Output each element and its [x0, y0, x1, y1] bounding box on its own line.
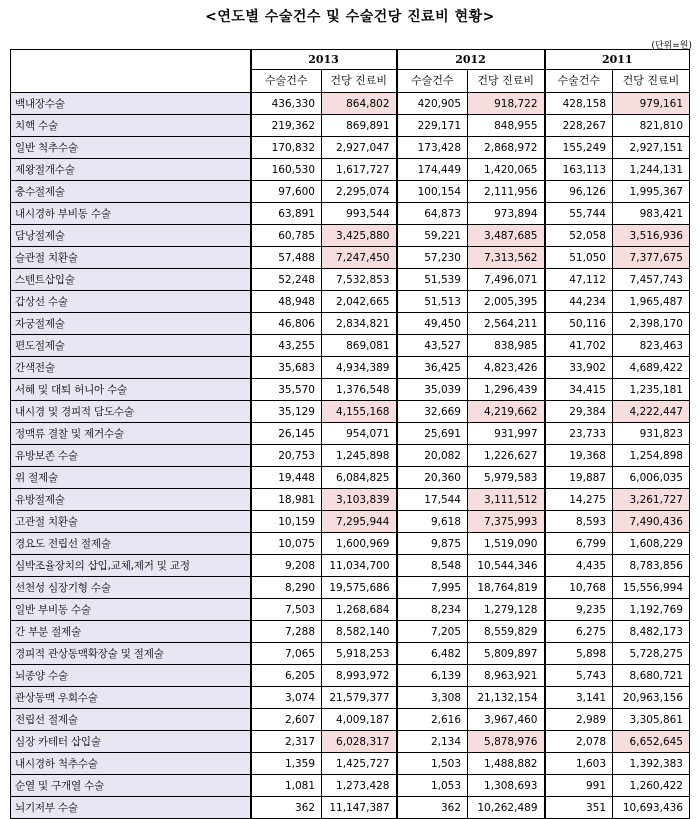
surgery-count-2011: 3,141 — [545, 687, 613, 709]
surgery-count-2012: 9,875 — [397, 533, 468, 555]
cost-per-case-2011: 2,398,170 — [613, 313, 690, 335]
surgery-count-2011: 8,593 — [545, 511, 613, 533]
surgery-count-2011: 51,050 — [545, 247, 613, 269]
cost-per-case-2012: 3,487,685 — [468, 225, 545, 247]
cost-per-case-2011: 7,377,675 — [613, 247, 690, 269]
surgery-name: 뇌종양 수술 — [11, 665, 251, 687]
surgery-name: 순열 및 구개열 수술 — [11, 775, 251, 797]
surgery-count-2012: 6,482 — [397, 643, 468, 665]
surgery-count-2012: 51,513 — [397, 291, 468, 313]
surgery-name: 간 부분 절제술 — [11, 621, 251, 643]
cost-per-case-2011: 1,254,898 — [613, 445, 690, 467]
cost-per-case-2012: 1,296,439 — [468, 379, 545, 401]
cost-per-case-2013: 1,245,898 — [322, 445, 397, 467]
surgery-name-header — [11, 50, 251, 93]
cost-header-2013: 건당 진료비 — [322, 70, 397, 93]
surgery-count-2012: 1,053 — [397, 775, 468, 797]
cost-per-case-2011: 20,963,156 — [613, 687, 690, 709]
cost-per-case-2012: 1,308,693 — [468, 775, 545, 797]
surgery-count-2013: 60,785 — [251, 225, 322, 247]
surgery-count-2013: 7,288 — [251, 621, 322, 643]
table-body — [11, 93, 690, 819]
cost-per-case-2013: 869,891 — [322, 115, 397, 137]
table-row — [11, 555, 690, 577]
surgery-count-2012: 20,082 — [397, 445, 468, 467]
surgery-count-2011: 991 — [545, 775, 613, 797]
cost-per-case-2013: 869,081 — [322, 335, 397, 357]
cost-per-case-2013: 7,295,944 — [322, 511, 397, 533]
surgery-name: 유방절제술 — [11, 489, 251, 511]
cost-per-case-2013: 11,034,700 — [322, 555, 397, 577]
cost-per-case-2013: 1,268,684 — [322, 599, 397, 621]
surgery-count-2013: 35,683 — [251, 357, 322, 379]
surgery-name: 경피적 관상동맥확장술 및 절제술 — [11, 643, 251, 665]
surgery-count-2012: 173,428 — [397, 137, 468, 159]
cost-per-case-2013: 864,802 — [322, 93, 397, 115]
surgery-count-2013: 7,503 — [251, 599, 322, 621]
surgery-count-2011: 19,887 — [545, 467, 613, 489]
table-row — [11, 137, 690, 159]
surgery-count-2013: 160,530 — [251, 159, 322, 181]
year-header-2013: 2013 — [251, 50, 397, 70]
surgery-count-2012: 57,230 — [397, 247, 468, 269]
surgery-count-2013: 48,948 — [251, 291, 322, 313]
surgery-count-2013: 46,806 — [251, 313, 322, 335]
surgery-count-2012: 174,449 — [397, 159, 468, 181]
cost-per-case-2013: 7,247,450 — [322, 247, 397, 269]
surgery-stats-table — [10, 49, 690, 819]
cost-per-case-2011: 3,261,727 — [613, 489, 690, 511]
surgery-count-2011: 19,368 — [545, 445, 613, 467]
surgery-name: 슬관절 치환술 — [11, 247, 251, 269]
table-row — [11, 379, 690, 401]
surgery-count-2012: 3,308 — [397, 687, 468, 709]
cost-per-case-2011: 983,421 — [613, 203, 690, 225]
surgery-count-2012: 51,539 — [397, 269, 468, 291]
surgery-count-2013: 170,832 — [251, 137, 322, 159]
cost-per-case-2011: 15,556,994 — [613, 577, 690, 599]
cost-per-case-2013: 8,582,140 — [322, 621, 397, 643]
cost-per-case-2012: 918,722 — [468, 93, 545, 115]
surgery-count-2012: 229,171 — [397, 115, 468, 137]
surgery-count-2012: 8,548 — [397, 555, 468, 577]
cost-per-case-2011: 1,995,367 — [613, 181, 690, 203]
cost-per-case-2012: 7,313,562 — [468, 247, 545, 269]
cost-per-case-2013: 954,071 — [322, 423, 397, 445]
surgery-count-2011: 155,249 — [545, 137, 613, 159]
table-row — [11, 115, 690, 137]
surgery-count-2011: 6,275 — [545, 621, 613, 643]
surgery-name: 서혜 및 대퇴 허니아 수술 — [11, 379, 251, 401]
cost-per-case-2012: 2,868,972 — [468, 137, 545, 159]
cost-per-case-2012: 973,894 — [468, 203, 545, 225]
surgery-count-2013: 6,205 — [251, 665, 322, 687]
cost-per-case-2011: 3,305,861 — [613, 709, 690, 731]
surgery-count-2013: 9,208 — [251, 555, 322, 577]
cost-per-case-2012: 5,809,897 — [468, 643, 545, 665]
cost-per-case-2013: 993,544 — [322, 203, 397, 225]
surgery-count-2011: 9,235 — [545, 599, 613, 621]
cost-per-case-2012: 838,985 — [468, 335, 545, 357]
surgery-name: 내시경 및 경피적 담도수술 — [11, 401, 251, 423]
table-row — [11, 511, 690, 533]
page-title: <연도별 수술건수 및 수술건당 진료비 현황> — [205, 9, 495, 25]
table-row — [11, 335, 690, 357]
cost-per-case-2013: 7,532,853 — [322, 269, 397, 291]
cost-per-case-2011: 823,463 — [613, 335, 690, 357]
table-row — [11, 225, 690, 247]
surgery-count-2011: 50,116 — [545, 313, 613, 335]
surgery-count-2013: 362 — [251, 797, 322, 819]
surgery-name: 정맥류 결찰 및 제거수술 — [11, 423, 251, 445]
surgery-count-2011: 14,275 — [545, 489, 613, 511]
surgery-count-2013: 20,753 — [251, 445, 322, 467]
surgery-name: 선천성 심장기형 수술 — [11, 577, 251, 599]
table-row — [11, 269, 690, 291]
surgery-count-2012: 43,527 — [397, 335, 468, 357]
cost-per-case-2012: 18,764,819 — [468, 577, 545, 599]
cost-per-case-2013: 1,376,548 — [322, 379, 397, 401]
surgery-name: 스텐트삽입술 — [11, 269, 251, 291]
cost-per-case-2011: 931,823 — [613, 423, 690, 445]
table-row — [11, 313, 690, 335]
cost-per-case-2011: 4,222,447 — [613, 401, 690, 423]
table-row — [11, 687, 690, 709]
surgery-count-2011: 34,415 — [545, 379, 613, 401]
surgery-name: 제왕절개수술 — [11, 159, 251, 181]
surgery-name: 일반 척추수술 — [11, 137, 251, 159]
cost-per-case-2013: 4,155,168 — [322, 401, 397, 423]
cost-per-case-2012: 4,823,426 — [468, 357, 545, 379]
surgery-name: 심박조율장치의 삽입,교체,제거 및 교정 — [11, 555, 251, 577]
year-header-2012: 2012 — [397, 50, 545, 70]
cost-per-case-2011: 4,689,422 — [613, 357, 690, 379]
surgery-count-2011: 163,113 — [545, 159, 613, 181]
surgery-count-2013: 1,081 — [251, 775, 322, 797]
cost-per-case-2011: 6,652,645 — [613, 731, 690, 753]
cost-per-case-2013: 1,600,969 — [322, 533, 397, 555]
surgery-count-2013: 1,359 — [251, 753, 322, 775]
table-row — [11, 181, 690, 203]
surgery-name: 치핵 수술 — [11, 115, 251, 137]
cost-per-case-2012: 3,111,512 — [468, 489, 545, 511]
surgery-count-2012: 100,154 — [397, 181, 468, 203]
cost-per-case-2012: 1,519,090 — [468, 533, 545, 555]
cost-per-case-2012: 931,997 — [468, 423, 545, 445]
surgery-count-2011: 47,112 — [545, 269, 613, 291]
table-row — [11, 247, 690, 269]
surgery-count-2012: 362 — [397, 797, 468, 819]
surgery-count-2012: 20,360 — [397, 467, 468, 489]
cost-per-case-2013: 2,927,047 — [322, 137, 397, 159]
cost-per-case-2013: 2,834,821 — [322, 313, 397, 335]
surgery-name: 뇌기저부 수술 — [11, 797, 251, 819]
surgery-name: 갑상선 수술 — [11, 291, 251, 313]
table-row — [11, 489, 690, 511]
surgery-count-2011: 1,603 — [545, 753, 613, 775]
surgery-count-2011: 6,799 — [545, 533, 613, 555]
cost-per-case-2013: 5,918,253 — [322, 643, 397, 665]
surgery-name: 간색전술 — [11, 357, 251, 379]
surgery-count-2011: 2,078 — [545, 731, 613, 753]
surgery-count-2013: 57,488 — [251, 247, 322, 269]
surgery-count-2013: 35,129 — [251, 401, 322, 423]
table-row — [11, 291, 690, 313]
surgery-count-2011: 351 — [545, 797, 613, 819]
year-header-row — [11, 50, 690, 70]
table-row — [11, 401, 690, 423]
surgery-count-2013: 19,448 — [251, 467, 322, 489]
surgery-count-2011: 228,267 — [545, 115, 613, 137]
cost-per-case-2011: 1,608,229 — [613, 533, 690, 555]
surgery-count-2012: 35,039 — [397, 379, 468, 401]
cost-per-case-2011: 1,965,487 — [613, 291, 690, 313]
surgery-count-2011: 41,702 — [545, 335, 613, 357]
table-row — [11, 93, 690, 115]
cost-per-case-2011: 7,490,436 — [613, 511, 690, 533]
count-header-2013: 수술건수 — [251, 70, 322, 93]
surgery-count-2012: 49,450 — [397, 313, 468, 335]
table-row — [11, 797, 690, 819]
table-row — [11, 599, 690, 621]
cost-per-case-2011: 6,006,035 — [613, 467, 690, 489]
table-row — [11, 533, 690, 555]
cost-per-case-2011: 979,161 — [613, 93, 690, 115]
surgery-name: 고관절 치환술 — [11, 511, 251, 533]
table-row — [11, 665, 690, 687]
surgery-count-2011: 10,768 — [545, 577, 613, 599]
surgery-count-2013: 97,600 — [251, 181, 322, 203]
unit-label: (단위=원) — [651, 41, 692, 51]
cost-per-case-2011: 8,783,856 — [613, 555, 690, 577]
table-row — [11, 357, 690, 379]
cost-per-case-2012: 2,005,395 — [468, 291, 545, 313]
surgery-count-2011: 33,902 — [545, 357, 613, 379]
cost-per-case-2012: 1,226,627 — [468, 445, 545, 467]
cost-per-case-2011: 8,482,173 — [613, 621, 690, 643]
table-row — [11, 445, 690, 467]
cost-per-case-2013: 8,993,972 — [322, 665, 397, 687]
cost-per-case-2013: 1,273,428 — [322, 775, 397, 797]
cost-per-case-2012: 7,375,993 — [468, 511, 545, 533]
surgery-name: 내시경하 부비동 수술 — [11, 203, 251, 225]
surgery-name: 일반 부비동 수술 — [11, 599, 251, 621]
cost-per-case-2011: 1,260,422 — [613, 775, 690, 797]
table-row — [11, 577, 690, 599]
surgery-count-2011: 5,898 — [545, 643, 613, 665]
surgery-count-2012: 9,618 — [397, 511, 468, 533]
cost-per-case-2011: 1,235,181 — [613, 379, 690, 401]
surgery-count-2013: 63,891 — [251, 203, 322, 225]
surgery-count-2012: 8,234 — [397, 599, 468, 621]
table-row — [11, 643, 690, 665]
surgery-count-2013: 8,290 — [251, 577, 322, 599]
surgery-name: 백내장수술 — [11, 93, 251, 115]
cost-per-case-2011: 821,810 — [613, 115, 690, 137]
surgery-count-2012: 2,134 — [397, 731, 468, 753]
surgery-count-2012: 7,995 — [397, 577, 468, 599]
surgery-count-2012: 25,691 — [397, 423, 468, 445]
table-row — [11, 423, 690, 445]
surgery-count-2012: 36,425 — [397, 357, 468, 379]
table-row — [11, 159, 690, 181]
cost-per-case-2011: 5,728,275 — [613, 643, 690, 665]
cost-per-case-2011: 10,693,436 — [613, 797, 690, 819]
surgery-count-2011: 2,989 — [545, 709, 613, 731]
cost-header-2012: 건당 진료비 — [468, 70, 545, 93]
cost-per-case-2013: 21,579,377 — [322, 687, 397, 709]
cost-per-case-2012: 3,967,460 — [468, 709, 545, 731]
year-header-2011: 2011 — [545, 50, 690, 70]
cost-per-case-2013: 1,617,727 — [322, 159, 397, 181]
cost-per-case-2012: 8,963,921 — [468, 665, 545, 687]
surgery-count-2012: 32,669 — [397, 401, 468, 423]
surgery-name: 내시경하 척추수술 — [11, 753, 251, 775]
surgery-count-2013: 3,074 — [251, 687, 322, 709]
cost-per-case-2011: 1,192,769 — [613, 599, 690, 621]
surgery-count-2011: 4,435 — [545, 555, 613, 577]
table-row — [11, 203, 690, 225]
cost-per-case-2013: 6,028,317 — [322, 731, 397, 753]
cost-per-case-2012: 7,496,071 — [468, 269, 545, 291]
table-row — [11, 709, 690, 731]
surgery-count-2013: 10,159 — [251, 511, 322, 533]
cost-per-case-2011: 1,392,383 — [613, 753, 690, 775]
cost-per-case-2011: 2,927,151 — [613, 137, 690, 159]
surgery-name: 심장 카테터 삽입술 — [11, 731, 251, 753]
surgery-count-2012: 6,139 — [397, 665, 468, 687]
surgery-name: 자궁절제술 — [11, 313, 251, 335]
surgery-name: 위 절제술 — [11, 467, 251, 489]
cost-per-case-2012: 5,979,583 — [468, 467, 545, 489]
surgery-count-2011: 5,743 — [545, 665, 613, 687]
surgery-count-2013: 2,317 — [251, 731, 322, 753]
surgery-count-2013: 7,065 — [251, 643, 322, 665]
surgery-name: 편도절제술 — [11, 335, 251, 357]
surgery-count-2013: 2,607 — [251, 709, 322, 731]
surgery-count-2012: 7,205 — [397, 621, 468, 643]
cost-per-case-2012: 10,544,346 — [468, 555, 545, 577]
surgery-count-2013: 26,145 — [251, 423, 322, 445]
surgery-name: 경요도 전립선 절제술 — [11, 533, 251, 555]
surgery-count-2011: 55,744 — [545, 203, 613, 225]
cost-per-case-2013: 2,042,665 — [322, 291, 397, 313]
surgery-count-2011: 428,158 — [545, 93, 613, 115]
table-row — [11, 467, 690, 489]
cost-per-case-2012: 8,559,829 — [468, 621, 545, 643]
surgery-count-2012: 1,503 — [397, 753, 468, 775]
surgery-count-2013: 436,330 — [251, 93, 322, 115]
cost-header-2011: 건당 진료비 — [613, 70, 690, 93]
table-row — [11, 775, 690, 797]
cost-per-case-2012: 1,279,128 — [468, 599, 545, 621]
surgery-name: 전립선 절제술 — [11, 709, 251, 731]
surgery-name: 관상동맥 우회수술 — [11, 687, 251, 709]
cost-per-case-2012: 1,488,882 — [468, 753, 545, 775]
surgery-count-2011: 44,234 — [545, 291, 613, 313]
cost-per-case-2011: 1,244,131 — [613, 159, 690, 181]
surgery-count-2011: 52,058 — [545, 225, 613, 247]
cost-per-case-2013: 4,934,389 — [322, 357, 397, 379]
table-row — [11, 731, 690, 753]
surgery-name: 충수절제술 — [11, 181, 251, 203]
surgery-count-2012: 420,905 — [397, 93, 468, 115]
surgery-count-2013: 35,570 — [251, 379, 322, 401]
count-header-2011: 수술건수 — [545, 70, 613, 93]
surgery-count-2013: 219,362 — [251, 115, 322, 137]
cost-per-case-2013: 1,425,727 — [322, 753, 397, 775]
surgery-name: 담낭절제술 — [11, 225, 251, 247]
cost-per-case-2013: 2,295,074 — [322, 181, 397, 203]
surgery-count-2012: 2,616 — [397, 709, 468, 731]
table-row — [11, 753, 690, 775]
surgery-count-2013: 10,075 — [251, 533, 322, 555]
cost-per-case-2012: 5,878,976 — [468, 731, 545, 753]
surgery-count-2011: 23,733 — [545, 423, 613, 445]
cost-per-case-2013: 3,103,839 — [322, 489, 397, 511]
surgery-count-2013: 43,255 — [251, 335, 322, 357]
surgery-name: 유방보존 수술 — [11, 445, 251, 467]
cost-per-case-2011: 8,680,721 — [613, 665, 690, 687]
cost-per-case-2013: 6,084,825 — [322, 467, 397, 489]
table-row — [11, 621, 690, 643]
cost-per-case-2011: 7,457,743 — [613, 269, 690, 291]
count-header-2012: 수술건수 — [397, 70, 468, 93]
cost-per-case-2012: 10,262,489 — [468, 797, 545, 819]
cost-per-case-2012: 2,111,956 — [468, 181, 545, 203]
surgery-count-2013: 18,981 — [251, 489, 322, 511]
cost-per-case-2012: 1,420,065 — [468, 159, 545, 181]
cost-per-case-2013: 3,425,880 — [322, 225, 397, 247]
cost-per-case-2012: 21,132,154 — [468, 687, 545, 709]
surgery-count-2011: 29,384 — [545, 401, 613, 423]
cost-per-case-2012: 848,955 — [468, 115, 545, 137]
cost-per-case-2013: 4,009,187 — [322, 709, 397, 731]
surgery-count-2011: 96,126 — [545, 181, 613, 203]
cost-per-case-2012: 4,219,662 — [468, 401, 545, 423]
surgery-count-2012: 59,221 — [397, 225, 468, 247]
cost-per-case-2012: 2,564,211 — [468, 313, 545, 335]
cost-per-case-2011: 3,516,936 — [613, 225, 690, 247]
surgery-count-2012: 64,873 — [397, 203, 468, 225]
surgery-count-2013: 52,248 — [251, 269, 322, 291]
surgery-count-2012: 17,544 — [397, 489, 468, 511]
cost-per-case-2013: 11,147,387 — [322, 797, 397, 819]
cost-per-case-2013: 19,575,686 — [322, 577, 397, 599]
